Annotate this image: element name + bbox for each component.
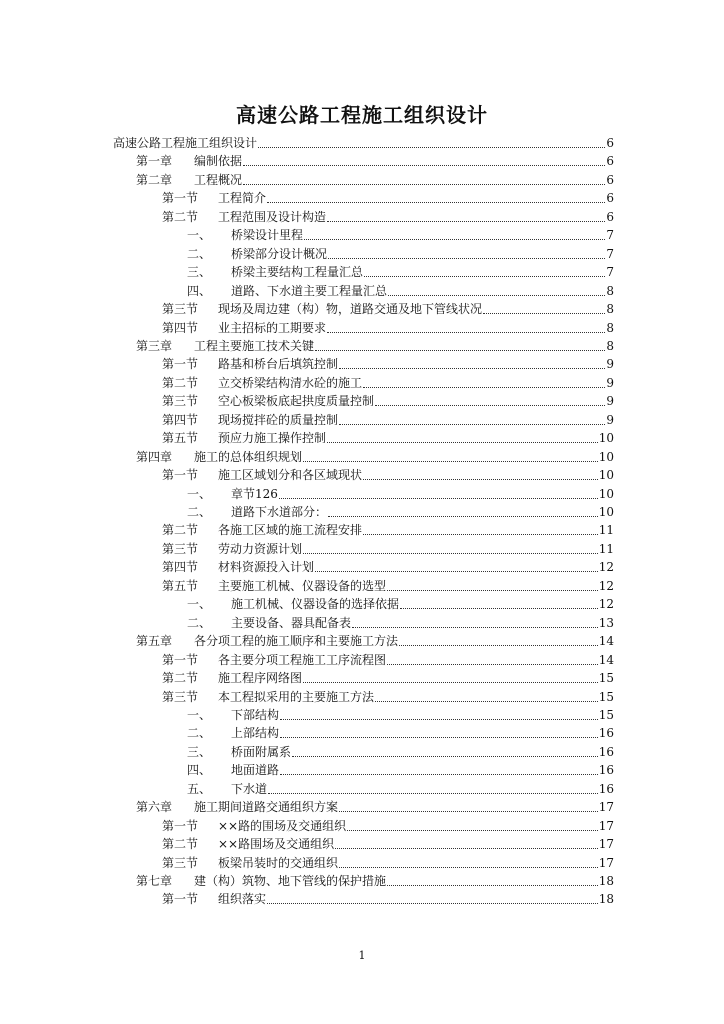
toc-entry[interactable] xyxy=(187,226,614,244)
toc-entry-page: 6 xyxy=(606,172,614,187)
toc-entry-page: 14 xyxy=(598,652,614,667)
toc-entry[interactable] xyxy=(187,263,614,281)
toc-entry-number: 第六章 xyxy=(136,800,173,815)
dot-leader xyxy=(315,570,598,572)
toc-entry-page: 11 xyxy=(598,523,614,538)
toc-entry-number: 第二节 xyxy=(162,209,199,224)
dot-leader xyxy=(375,700,598,702)
toc-entry-title: 上部结构 xyxy=(231,726,280,741)
toc-entry[interactable] xyxy=(162,521,614,539)
toc-entry[interactable] xyxy=(162,355,614,373)
toc-entry-number: 第一节 xyxy=(162,892,199,907)
toc-entry[interactable] xyxy=(187,780,614,798)
toc-entry-number: 第一节 xyxy=(162,468,199,483)
toc-entry-title: 施工区域划分和各区域现状 xyxy=(218,468,363,483)
toc-entry-number: 第五章 xyxy=(136,634,173,649)
dot-leader xyxy=(327,441,598,443)
dot-leader xyxy=(280,773,598,775)
document-title: 高速公路工程施工组织设计 xyxy=(236,103,488,127)
toc-entry[interactable] xyxy=(136,872,614,890)
toc-entry[interactable] xyxy=(136,171,614,189)
toc-entry-page: 8 xyxy=(606,320,614,335)
dot-leader xyxy=(388,294,605,296)
toc-entry[interactable] xyxy=(136,448,614,466)
toc-entry-title: 桥梁主要结构工程量汇总 xyxy=(231,265,364,280)
toc-entry[interactable] xyxy=(162,374,614,392)
dot-leader xyxy=(243,183,605,185)
toc-entry-page: 6 xyxy=(606,209,614,224)
dot-leader xyxy=(292,755,598,757)
toc-entry[interactable] xyxy=(162,300,614,318)
toc-entry-number: 第四节 xyxy=(162,560,199,575)
toc-entry-page: 9 xyxy=(606,357,614,372)
toc-entry-page: 6 xyxy=(606,191,614,206)
toc-entry[interactable] xyxy=(162,466,614,484)
toc-entry[interactable] xyxy=(162,890,614,908)
toc-entry-title: 劳动力资源计划 xyxy=(218,541,303,556)
toc-entry-page: 17 xyxy=(598,837,614,852)
toc-entry-number: 第三节 xyxy=(162,302,199,317)
toc-entry-number: 第三章 xyxy=(136,338,173,353)
toc-entry-title: 道路下水道部分： xyxy=(231,505,328,519)
dot-leader xyxy=(328,257,605,259)
toc-entry-page: 10 xyxy=(598,468,614,483)
toc-entry[interactable] xyxy=(162,817,614,835)
toc-entry-number: 第一章 xyxy=(136,154,173,169)
toc-entry-title: 现场及周边建（构）物，道路交通及地下管线状况 xyxy=(218,302,483,317)
toc-entry-page: 15 xyxy=(598,689,614,704)
toc-entry[interactable] xyxy=(162,319,614,337)
toc-entry-page: 8 xyxy=(606,338,614,353)
toc-entry-title: ××路围场及交通组织 xyxy=(218,837,335,852)
toc-entry[interactable] xyxy=(187,724,614,742)
toc-entry-title: 施工程序网络图 xyxy=(218,671,303,686)
dot-leader xyxy=(363,478,598,480)
toc-entry-title: 各分项工程的施工顺序和主要施工方法 xyxy=(194,634,399,649)
toc-entry[interactable] xyxy=(187,503,614,521)
toc-entry-number: 第五节 xyxy=(162,431,199,446)
toc-entry[interactable] xyxy=(162,651,614,669)
dot-leader xyxy=(375,404,605,406)
toc-entry-title: 空心板梁板底起拱度质量控制 xyxy=(218,394,375,409)
toc-entry[interactable] xyxy=(113,134,614,152)
toc-entry-title: 组织落实 xyxy=(218,892,267,907)
dot-leader xyxy=(304,238,605,240)
toc-entry-title: 路基和桥台后填筑控制 xyxy=(218,357,339,372)
toc-entry[interactable] xyxy=(136,152,614,170)
toc-entry-page: 9 xyxy=(606,412,614,427)
toc-entry-title: 板梁吊装时的交通组织 xyxy=(218,855,339,870)
toc-entry[interactable] xyxy=(187,614,614,632)
toc-entry-title: 桥梁部分设计概况 xyxy=(231,246,328,261)
toc-entry-page: 6 xyxy=(606,154,614,169)
toc-entry-title: 主要施工机械、仪器设备的选型 xyxy=(218,578,387,593)
toc-entry-title: 材料资源投入计划 xyxy=(218,560,315,575)
toc-entry[interactable] xyxy=(162,558,614,576)
toc-entry-page: 12 xyxy=(598,578,614,593)
toc-entry-page: 7 xyxy=(606,228,614,243)
toc-entry[interactable] xyxy=(136,632,614,650)
dot-leader xyxy=(303,681,598,683)
toc-entry-number: 第二节 xyxy=(162,837,199,852)
dot-leader xyxy=(303,460,598,462)
toc-entry-page: 18 xyxy=(598,892,614,907)
toc-entry-page: 7 xyxy=(606,265,614,280)
toc-entry-number: 第一节 xyxy=(162,818,199,833)
toc-entry-number: 第七章 xyxy=(136,874,173,888)
dot-leader xyxy=(327,331,605,333)
toc-entry-page: 16 xyxy=(598,763,614,778)
toc-entry-number: 第一节 xyxy=(162,652,199,667)
toc-entry-title: 下水道 xyxy=(231,781,268,796)
dot-leader xyxy=(327,220,605,222)
toc-entry-number: 二、 xyxy=(187,615,212,630)
dot-leader xyxy=(279,497,598,499)
toc-entry-title: 各施工区域的施工流程安排 xyxy=(218,523,363,538)
toc-entry-page: 6 xyxy=(606,136,614,150)
dot-leader xyxy=(315,349,605,351)
toc-entry-page: 18 xyxy=(598,874,614,888)
dot-leader xyxy=(400,607,598,609)
toc-entry[interactable] xyxy=(162,189,614,207)
toc-entry-title: 各主要分项工程施工工序流程图 xyxy=(218,652,387,667)
toc-entry-page: 16 xyxy=(598,726,614,741)
toc-entry-title: 地面道路 xyxy=(231,763,280,778)
dot-leader xyxy=(387,884,598,886)
toc-entry-number: 第二节 xyxy=(162,375,199,390)
toc-entry-number: 二、 xyxy=(187,505,212,519)
toc-entry-page: 12 xyxy=(598,597,614,612)
toc-entry-title: 编制依据 xyxy=(194,154,243,169)
toc-entry-title: 下部结构 xyxy=(231,707,280,722)
toc-entry-title: 道路、下水道主要工程量汇总 xyxy=(231,283,388,298)
dot-leader xyxy=(303,552,598,554)
toc-entry[interactable] xyxy=(187,595,614,613)
toc-entry[interactable] xyxy=(162,854,614,872)
toc-entry-title: 高速公路工程施工组织设计 xyxy=(113,136,258,150)
toc-entry[interactable] xyxy=(136,798,614,816)
toc-entry-page: 15 xyxy=(598,671,614,686)
toc-entry-number: 第三节 xyxy=(162,855,199,870)
toc-entry-number: 第二章 xyxy=(136,172,173,187)
dot-leader xyxy=(387,589,598,591)
toc-entry-number: 四、 xyxy=(187,763,212,778)
toc-entry-title: 施工机械、仪器设备的选择依据 xyxy=(231,597,400,612)
dot-leader xyxy=(364,275,605,277)
toc-entry-title: 现场搅拌砼的质量控制 xyxy=(218,412,339,427)
dot-leader xyxy=(339,423,605,425)
toc-entry[interactable] xyxy=(187,485,614,503)
toc-entry-page: 9 xyxy=(606,394,614,409)
toc-entry[interactable] xyxy=(162,835,614,853)
toc-entry-number: 第五节 xyxy=(162,578,199,593)
toc-entry-number: 第三节 xyxy=(162,394,199,409)
toc-entry-page: 11 xyxy=(598,541,614,556)
dot-leader xyxy=(387,663,598,665)
toc-entry-title: 工程范围及设计构造 xyxy=(218,209,327,224)
dot-leader xyxy=(399,644,598,646)
toc-entry-title: 预应力施工操作控制 xyxy=(218,431,327,446)
dot-leader xyxy=(328,515,598,517)
dot-leader xyxy=(339,367,605,369)
toc-entry[interactable] xyxy=(162,540,614,558)
toc-entry[interactable] xyxy=(162,577,614,595)
toc-entry-number: 五、 xyxy=(187,781,212,796)
toc-entry[interactable] xyxy=(136,337,614,355)
toc-entry-page: 14 xyxy=(598,634,614,649)
toc-entry-number: 一、 xyxy=(187,597,212,612)
toc-entry-number: 第三节 xyxy=(162,689,199,704)
toc-entry-page: 7 xyxy=(606,246,614,261)
toc-entry[interactable] xyxy=(162,208,614,226)
dot-leader xyxy=(258,146,605,148)
toc-entry-title: 桥面附属系 xyxy=(231,744,292,759)
toc-entry[interactable] xyxy=(187,282,614,300)
toc-entry[interactable] xyxy=(162,392,614,410)
toc-entry-number: 一、 xyxy=(187,486,212,501)
dot-leader xyxy=(280,718,598,720)
toc-entry[interactable] xyxy=(187,761,614,779)
dot-leader xyxy=(267,902,598,904)
toc-entry-number: 三、 xyxy=(187,744,212,759)
toc-entry-title: 桥梁设计里程 xyxy=(231,228,304,243)
toc-entry-title: 章节126 xyxy=(231,486,278,501)
toc-entry-number: 第一节 xyxy=(162,191,199,206)
toc-entry-page: 10 xyxy=(598,449,614,464)
toc-entry[interactable] xyxy=(187,743,614,761)
dot-leader xyxy=(280,736,598,738)
toc-entry-title: 立交桥梁结构清水砼的施工 xyxy=(218,375,363,390)
toc-entry-page: 17 xyxy=(598,855,614,870)
dot-leader xyxy=(483,312,605,314)
dot-leader xyxy=(352,626,598,628)
toc-entry-page: 17 xyxy=(598,818,614,833)
dot-leader xyxy=(339,810,598,812)
toc-entry-page: 16 xyxy=(598,781,614,796)
toc-entry-number: 一、 xyxy=(187,228,212,243)
toc-entry[interactable] xyxy=(162,669,614,687)
toc-entry[interactable] xyxy=(162,688,614,706)
page-number: 1 xyxy=(358,949,366,962)
toc-entry-title: 工程主要施工技术关键 xyxy=(194,338,315,353)
toc-entry[interactable] xyxy=(162,411,614,429)
toc-entry-number: 第一节 xyxy=(162,357,199,372)
toc-entry-page: 16 xyxy=(598,744,614,759)
toc-entry-page: 10 xyxy=(598,431,614,446)
toc-entry-title: 业主招标的工期要求 xyxy=(218,320,327,335)
toc-entry[interactable] xyxy=(187,706,614,724)
toc-entry-title: 建（构）筑物、地下管线的保护措施 xyxy=(194,874,387,888)
toc-entry-number: 第二节 xyxy=(162,523,199,538)
toc-entry-page: 17 xyxy=(598,800,614,815)
dot-leader xyxy=(268,792,598,794)
toc-entry[interactable] xyxy=(162,429,614,447)
toc-entry-number: 第四章 xyxy=(136,449,173,464)
dot-leader xyxy=(267,201,605,203)
toc-entry-number: 二、 xyxy=(187,246,212,261)
toc-entry-page: 10 xyxy=(598,486,614,501)
dot-leader xyxy=(243,164,605,166)
toc-entry-page: 10 xyxy=(598,505,614,519)
toc-entry-page: 13 xyxy=(598,615,614,630)
toc-entry-number: 第四节 xyxy=(162,320,199,335)
dot-leader xyxy=(335,847,598,849)
toc-entry-number: 二、 xyxy=(187,726,212,741)
toc-entry-page: 8 xyxy=(606,283,614,298)
dot-leader xyxy=(339,866,598,868)
toc-entry-title: 工程概况 xyxy=(194,172,243,187)
toc-entry-page: 15 xyxy=(598,707,614,722)
toc-entry[interactable] xyxy=(187,245,614,263)
toc-entry-title: 主要设备、器具配备表 xyxy=(231,615,352,630)
toc-entry-title: 施工的总体组织规划 xyxy=(194,449,303,464)
dot-leader xyxy=(363,386,605,388)
toc-entry-page: 9 xyxy=(606,375,614,390)
toc-entry-number: 三、 xyxy=(187,265,212,280)
dot-leader xyxy=(363,533,598,535)
toc-entry-number: 四、 xyxy=(187,283,212,298)
toc-entry-number: 第四节 xyxy=(162,412,199,427)
toc-entry-title: 施工期间道路交通组织方案 xyxy=(194,800,339,815)
dot-leader xyxy=(347,829,598,831)
toc-entry-title: 工程简介 xyxy=(218,191,267,206)
toc-entry-page: 8 xyxy=(606,302,614,317)
toc-entry-number: 第二节 xyxy=(162,671,199,686)
toc-entry-page: 12 xyxy=(598,560,614,575)
toc-entry-number: 第三节 xyxy=(162,541,199,556)
toc-entry-title: 本工程拟采用的主要施工方法 xyxy=(218,689,375,704)
toc-entry-title: ××路的围场及交通组织 xyxy=(218,818,347,833)
toc-entry-number: 一、 xyxy=(187,707,212,722)
